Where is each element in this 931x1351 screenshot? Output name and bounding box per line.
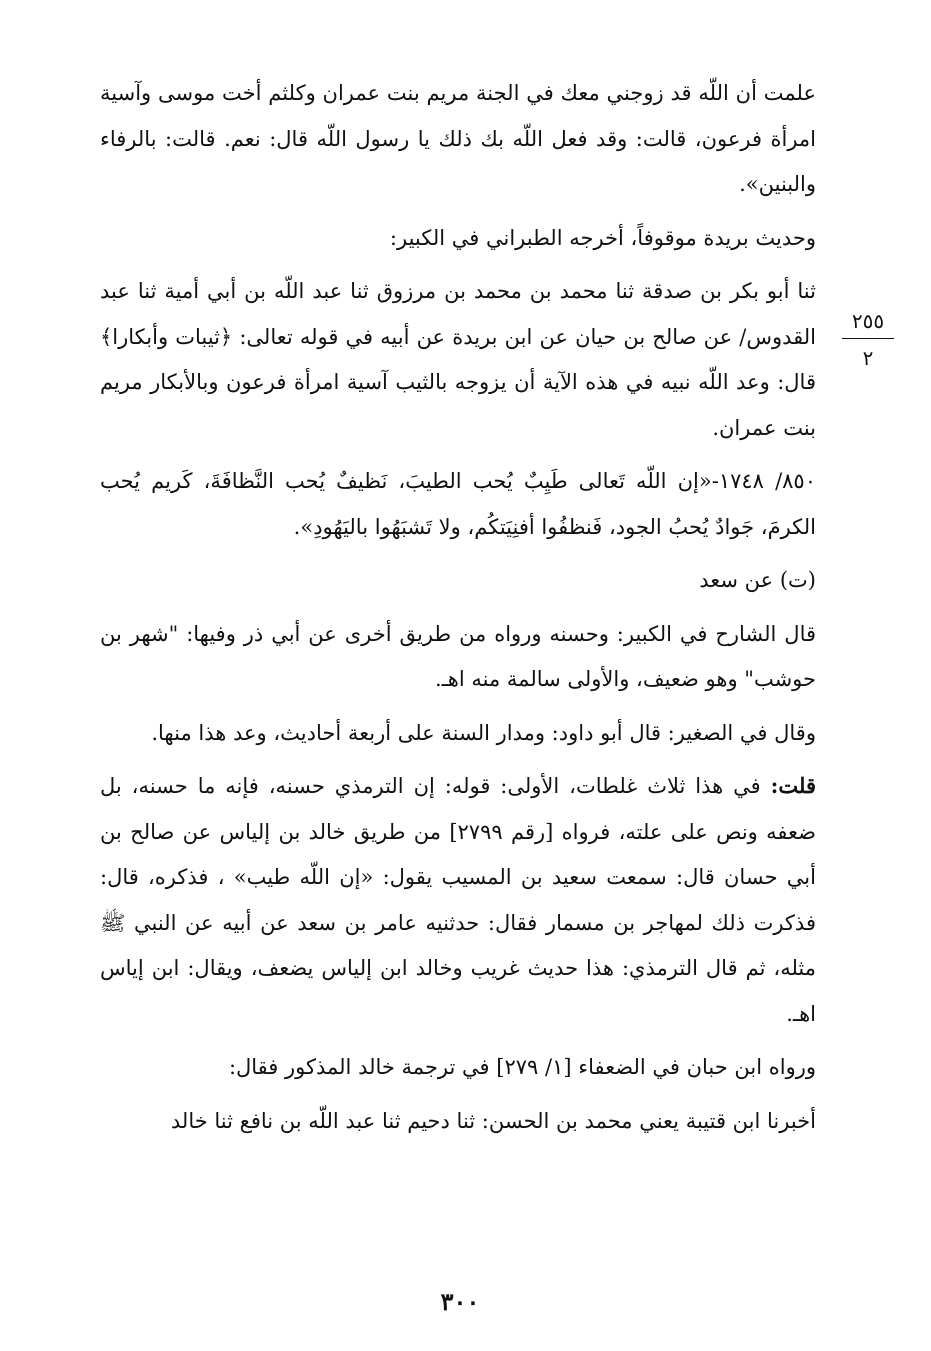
- paragraph-body: ورواه ابن حبان في الضعفاء [١/ ٢٧٩] في ترجمة خالد المذكور فقال:: [228, 1055, 816, 1079]
- paragraph-body: أخبرنا ابن قتيبة يعني محمد بن الحسن: ثنا دحيم ثنا عبد اللّه بن نافع ثنا خالد: [170, 1108, 816, 1133]
- margin-ref-bottom: ٢: [862, 346, 874, 370]
- margin-ref-top: ٢٥٥: [851, 309, 885, 333]
- paragraph-body: في هذا ثلاث غلطات، الأولى: قوله: إن الترمذي حسنه، فإنه ما حسنه، بل ضعفه ونص على علته، فرواه [رقم ٢٧٩٩] من طريق خالد بن إلياس عن صالح بن أبي حسان قال: سمعت سعيد بن المسيب يقول: «إن اللّه طيب» ، فذكره، قال: فذكرت ذلك لمهاجر بن مسمار فقال: حدثنيه عامر بن سعد عن أبيه عن النبي ﷺ مثله، ثم قال الترمذي: هذا حديث غريب وخالد ابن إلياس يضعف، ويقال: ابن إياس اهـ.: [100, 774, 816, 1026]
- paragraph-body: علمت أن اللّه قد زوجني معك في الجنة مريم بنت عمران وكلثم أخت موسى وآسية امرأة فرعون، قالت: وقد فعل اللّه بك ذلك يا رسول اللّه قال: نعم. قالت: بالرفاء والبنين».: [100, 81, 816, 196]
- paragraph: [100, 611, 816, 703]
- page-number: ٣٠٠: [440, 1287, 480, 1316]
- paragraph: [100, 70, 816, 208]
- paragraph-body: ثنا أبو بكر بن صدقة ثنا محمد بن محمد بن مرزوق ثنا عبد اللّه بن أبي أمية ثنا عبد القدوس/ عن صالح بن حيان عن ابن بريدة عن أبيه في قوله تعالى: ﴿ثيبات وأبكارا﴾ قال: وعد اللّه نبيه في هذه الآية أن يزوجه بالثيب آسية امرأة فرعون وبالأبكار مريم بنت عمران.: [100, 279, 816, 440]
- commentary-paragraph: [100, 763, 816, 1037]
- main-text: [100, 70, 816, 1151]
- paragraph-body: (ت) عن سعد: [699, 568, 816, 592]
- paragraph-body: ٨٥٠/ ١٧٤٨-«إن اللّه تَعالى طَيِبٌ يُحب الطيبَ، نَظيفٌ يُحب النَّظافَةَ، كَريم يُحب الكرمَ، جَوادٌ يُحبُ الجود، فَنظفُوا أفنِيَتكُم، ولا تَشبَهُوا باليَهُودِ».: [100, 469, 816, 539]
- margin-reference: [838, 306, 898, 373]
- paragraph: [100, 1044, 816, 1091]
- paragraph: [100, 1098, 816, 1145]
- paragraph-body: قال الشارح في الكبير: وحسنه ورواه من طريق أخرى عن أبي ذر وفيها: "شهر بن حوشب" وهو ضعيف، والأولى سالمة منه اهـ.: [100, 621, 816, 691]
- margin-ref-divider: [842, 338, 894, 339]
- paragraph-body: وقال في الصغير: قال أبو داود: ومدار السنة على أربعة أحاديث، وعد هذا منها.: [151, 720, 816, 745]
- paragraph-body: وحديث بريدة موقوفاً، أخرجه الطبراني في الكبير:: [389, 225, 816, 250]
- paragraph-lead: قلت:: [770, 773, 816, 798]
- paragraph: [100, 215, 816, 262]
- source-attribution: [100, 557, 816, 604]
- hadith-entry: [100, 458, 816, 550]
- paragraph: [100, 710, 816, 757]
- paragraph: [100, 268, 816, 451]
